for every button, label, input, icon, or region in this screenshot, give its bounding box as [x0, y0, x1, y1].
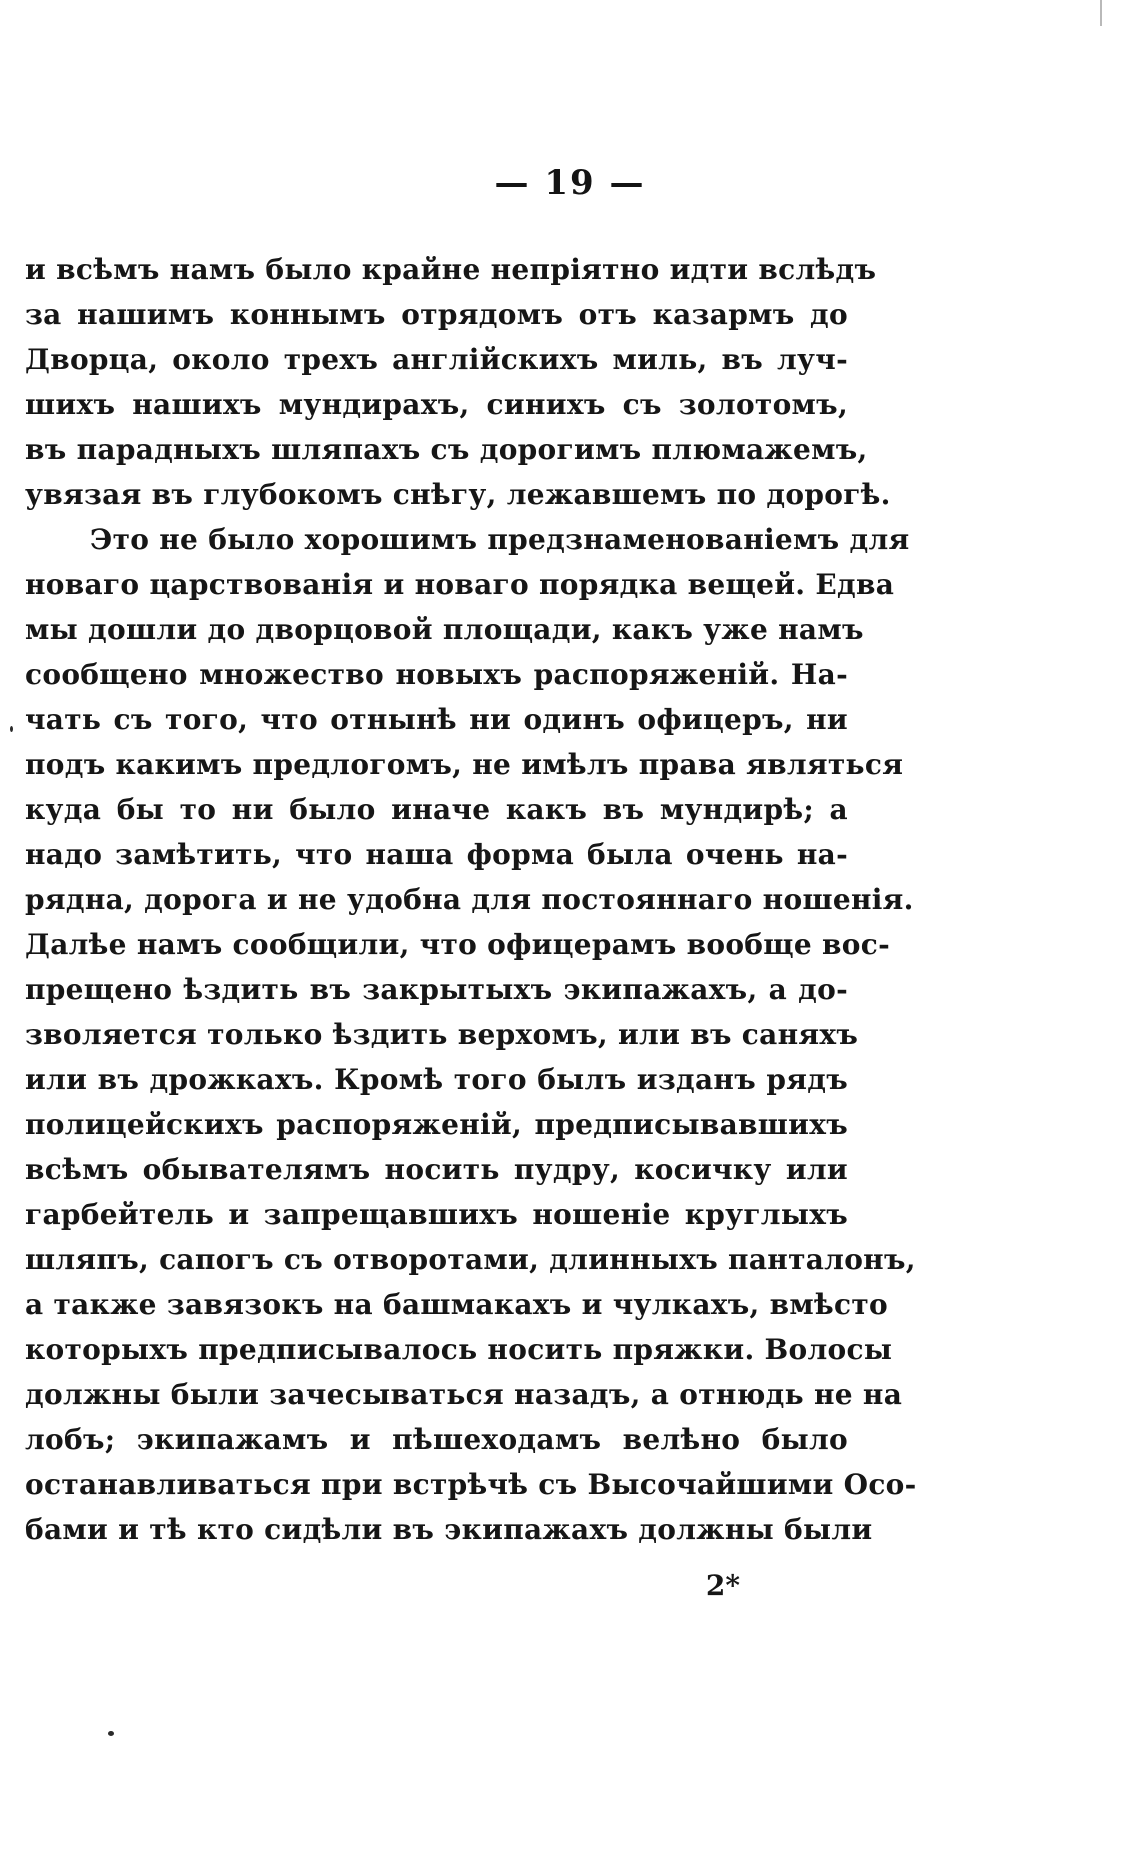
text-line: Это не было хорошимъ предзнаменованіемъ для	[90, 523, 910, 556]
text-line: новаго царствованія и новаго порядка вещей. Едва	[25, 568, 895, 601]
text-line: рядна, дорога и не удобна для постояннаго ношенія.	[25, 883, 914, 916]
text-line: куда бы то ни было иначе какъ въ мундирѣ; а	[25, 793, 848, 826]
text-line: Далѣе намъ сообщили, что офицерамъ вообще вос-	[25, 928, 891, 961]
text-line: подъ какимъ предлогомъ, не имѣлъ права являться	[25, 748, 904, 781]
text-line: полицейскихъ распоряженій, предписывавшихъ	[25, 1108, 848, 1141]
text-line: которыхъ предписывалось носить пряжки. Волосы	[25, 1333, 893, 1366]
ink-speck	[10, 726, 13, 732]
text-line: Дворца, около трехъ англійскихъ миль, въ луч-	[25, 343, 848, 376]
text-line: лобъ; экипажамъ и пѣшеходамъ велѣно было	[25, 1423, 848, 1456]
text-line: чать съ того, что отнынѣ ни одинъ офицеръ, ни	[25, 703, 848, 736]
text-line: а также завязокъ на башмакахъ и чулкахъ, вмѣсто	[25, 1288, 888, 1321]
page-number-header: — 19 —	[494, 163, 646, 203]
body-text	[25, 247, 917, 1552]
page-edge-line	[1100, 0, 1102, 26]
text-line: останавливаться при встрѣчѣ съ Высочайшими Осо-	[25, 1468, 917, 1501]
text-line: всѣмъ обывателямъ носить пудру, косичку или	[25, 1153, 848, 1186]
text-line: прещено ѣздить въ закрытыхъ экипажахъ, а до-	[25, 973, 848, 1006]
text-line: мы дошли до дворцовой площади, какъ уже намъ	[25, 613, 864, 646]
text-line: гарбейтель и запрещавшихъ ношеніе круглыхъ	[25, 1198, 848, 1231]
text-line: и всѣмъ намъ было крайне непріятно идти вслѣдъ	[25, 253, 877, 286]
text-line: увязая въ глубокомъ снѣгу, лежавшемъ по дорогѣ.	[25, 478, 891, 511]
text-line: зволяется только ѣздить верхомъ, или въ саняхъ	[25, 1018, 859, 1051]
text-line: въ парадныхъ шляпахъ съ дорогимъ плюмажемъ,	[25, 433, 868, 466]
text-line: бами и тѣ кто сидѣли въ экипажахъ должны были	[25, 1513, 873, 1546]
text-line: шихъ нашихъ мундирахъ, синихъ съ золотомъ,	[25, 388, 848, 421]
ink-speck	[108, 1731, 114, 1736]
signature-mark: 2*	[705, 1569, 740, 1602]
text-line: шляпъ, сапогъ съ отворотами, длинныхъ панталонъ,	[25, 1243, 916, 1276]
text-line: сообщено множество новыхъ распоряженій. На-	[25, 658, 848, 691]
text-line: должны были зачесываться назадъ, а отнюдь не на	[25, 1378, 903, 1411]
text-line: надо замѣтить, что наша форма была очень на-	[25, 838, 848, 871]
text-line: или въ дрожкахъ. Кромѣ того былъ изданъ рядъ	[25, 1063, 848, 1096]
text-line: за нашимъ коннымъ отрядомъ отъ казармъ до	[25, 298, 848, 331]
